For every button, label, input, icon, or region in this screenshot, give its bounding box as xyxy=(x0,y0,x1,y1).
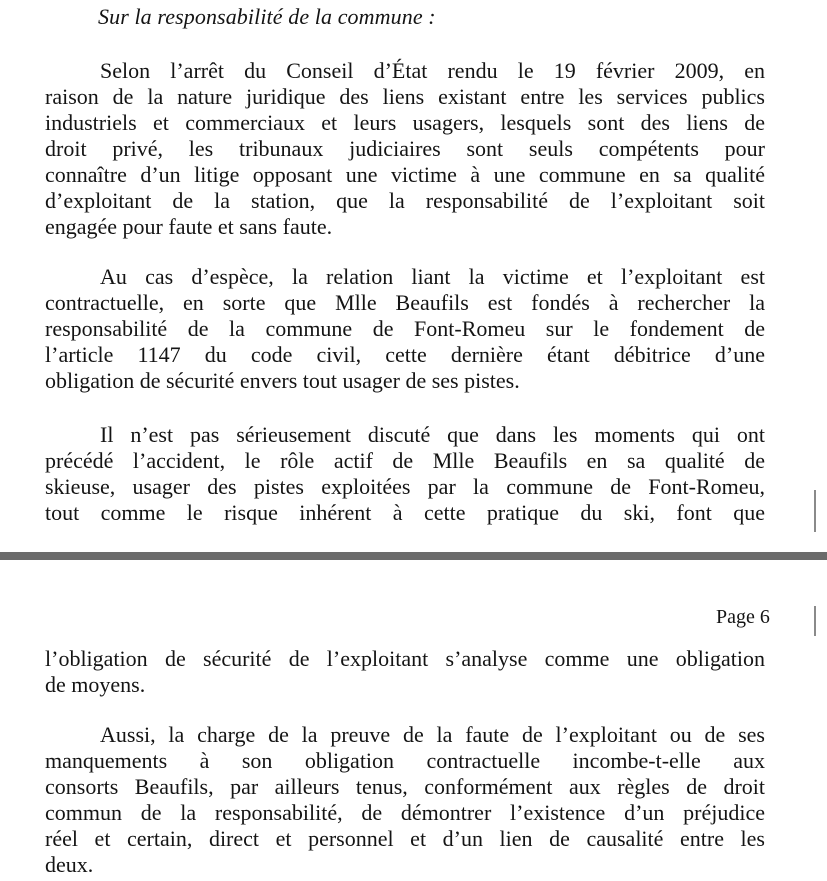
page-separator xyxy=(0,548,827,566)
text-line: connaître d’un litige opposant une victime à une commune en sa qualité xyxy=(45,162,765,187)
text-line: consorts Beaufils, par ailleurs tenus, conformément aux règles de droit xyxy=(45,774,765,799)
text-line: Il n’est pas sérieusement discuté que dans les moments qui ont xyxy=(100,422,765,447)
text-line: Selon l’arrêt du Conseil d’État rendu le 19 février 2009, en xyxy=(100,58,765,83)
text-line: contractuelle, en sorte que Mlle Beaufils est fondés à rechercher la xyxy=(45,290,765,315)
scan-edge-mark xyxy=(814,606,816,636)
text-line: responsabilité de la commune de Font-Romeu sur le fondement de xyxy=(45,316,765,341)
document-page-bottom xyxy=(0,566,827,881)
text-line: obligation de sécurité envers tout usager de ses pistes. xyxy=(45,368,520,393)
text-line: Aussi, la charge de la preuve de la faute de l’exploitant ou de ses xyxy=(100,722,765,747)
paragraph-role-actif xyxy=(45,422,765,526)
text-line: Au cas d’espèce, la relation liant la victime et l’exploitant est xyxy=(100,264,765,289)
text-line: raison de la nature juridique des liens existant entre les services publics xyxy=(45,84,765,109)
page-number: Page 6 xyxy=(716,606,770,628)
text-line: tout comme le risque inhérent à cette pratique du ski, font que xyxy=(45,500,765,525)
text-line: réel et certain, direct et personnel et d’un lien de causalité entre les xyxy=(45,826,765,851)
text-line: manquements à son obligation contractuelle incombe-t-elle aux xyxy=(45,748,765,773)
scan-edge-mark xyxy=(814,490,816,532)
paragraph-obligation-moyens xyxy=(45,646,765,698)
text-line: deux. xyxy=(45,852,94,877)
text-line: l’article 1147 du code civil, cette dernière étant débitrice d’une xyxy=(45,342,765,367)
paragraph-charge-preuve xyxy=(45,722,765,878)
text-line: droit privé, les tribunaux judiciaires sont seuls compétents pour xyxy=(45,136,765,161)
page-separator-bar xyxy=(0,552,827,560)
section-heading: Sur la responsabilité de la commune : xyxy=(98,4,436,29)
text-line: précédé l’accident, le rôle actif de Mlle Beaufils en sa qualité de xyxy=(45,448,765,473)
text-line: d’exploitant de la station, que la responsabilité de l’exploitant soit xyxy=(45,188,765,213)
text-line: industriels et commerciaux et leurs usagers, lesquels sont des liens de xyxy=(45,110,765,135)
paragraph-conseil-etat xyxy=(45,58,765,240)
text-line: engagée pour faute et sans faute. xyxy=(45,214,333,239)
text-line: skieuse, usager des pistes exploitées par la commune de Font-Romeu, xyxy=(45,474,765,499)
text-line: commun de la responsabilité, de démontrer l’existence d’un préjudice xyxy=(45,800,765,825)
text-line: l’obligation de sécurité de l’exploitant s’analyse comme une obligation xyxy=(45,646,765,671)
paragraph-relation-contractuelle xyxy=(45,264,765,394)
text-line: de moyens. xyxy=(45,672,146,697)
